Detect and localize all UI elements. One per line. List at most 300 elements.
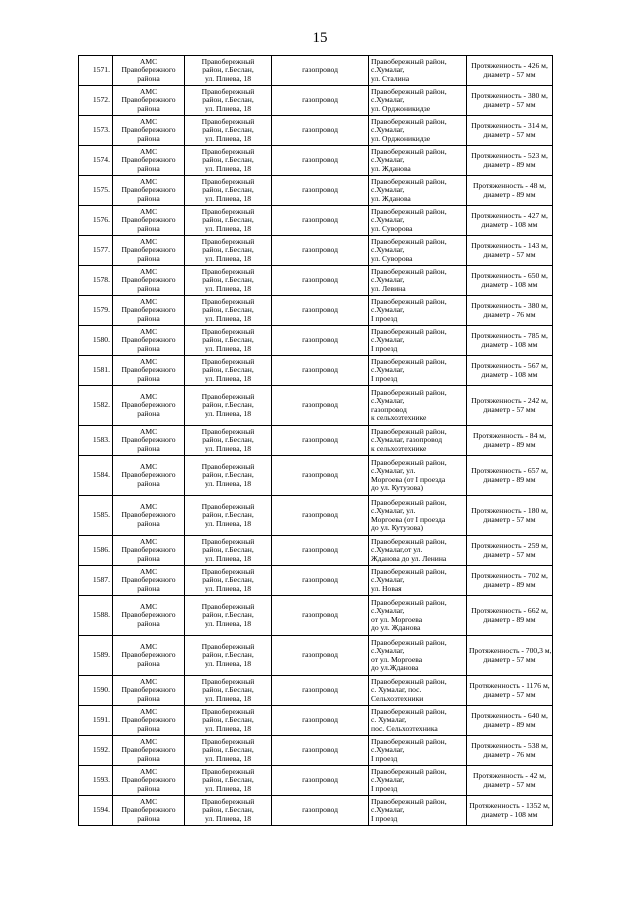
object-location-cell	[369, 146, 467, 176]
owner-address-cell-line: ул. Плиева, 18	[204, 723, 251, 733]
object-location-cell	[369, 206, 467, 236]
owner-address-cell-line: ул. Плиева, 18	[204, 283, 251, 293]
owner-address-cell-line: район, г.Беслан,	[202, 185, 254, 195]
object-specs-cell-line: диаметр - 89 мм	[483, 189, 536, 199]
owner-cell-line: АМС	[139, 57, 158, 67]
object-specs-cell-line: диаметр - 108 мм	[481, 219, 538, 229]
owner-address-cell-line: Правобережный	[201, 87, 255, 97]
owner-address-cell-line: район, г.Беслан,	[202, 715, 254, 725]
object-location-cell-line: Жданова до ул. Ленина	[371, 553, 447, 563]
object-specs-cell	[467, 146, 553, 176]
object-location-cell	[369, 176, 467, 206]
object-specs-cell	[467, 296, 553, 326]
object-location-cell	[369, 596, 467, 636]
owner-address-cell-line: район, г.Беслан,	[202, 275, 254, 285]
owner-cell-line: района	[137, 193, 160, 203]
owner-address-cell-line: Правобережный	[201, 537, 255, 547]
object-location-cell-line: Правобережный район,	[371, 237, 447, 247]
owner-cell	[113, 706, 185, 736]
owner-cell	[113, 86, 185, 116]
owner-cell	[113, 116, 185, 146]
owner-cell-line: АМС	[139, 267, 158, 277]
object-location-cell	[369, 56, 467, 86]
owner-address-cell-line: Правобережный	[201, 237, 255, 247]
owner-address-cell	[185, 206, 272, 236]
owner-address-cell	[185, 456, 272, 496]
object-location-cell-line: с.Хумалаг,	[371, 215, 405, 225]
owner-address-cell	[185, 736, 272, 766]
object-specs-cell	[467, 796, 553, 826]
owner-cell-line: района	[137, 343, 160, 353]
owner-address-cell	[185, 356, 272, 386]
object-location-cell-line: Правобережный район,	[371, 427, 447, 437]
owner-cell-line: района	[137, 283, 160, 293]
object-specs-cell-line: Протяженность - 567 м,	[471, 361, 548, 371]
table-row	[79, 456, 553, 496]
object-specs-cell	[467, 676, 553, 706]
object-location-cell-line: Правобережный район,	[371, 177, 447, 187]
owner-cell	[113, 636, 185, 676]
object-location-cell	[369, 386, 467, 426]
owner-cell-line: Правобережного	[121, 685, 176, 695]
table-row	[79, 86, 553, 116]
owner-cell-line: АМС	[139, 207, 158, 217]
row-number: 1590.	[79, 676, 113, 706]
object-specs-cell	[467, 326, 553, 356]
owner-cell-line: Правобережного	[121, 545, 176, 555]
object-type-cell: газопровод	[272, 206, 369, 236]
object-location-cell-line: ул. Левина	[371, 283, 406, 293]
owner-cell-line: АМС	[139, 737, 158, 747]
table-row	[79, 536, 553, 566]
object-type-cell: газопровод	[272, 266, 369, 296]
row-number: 1583.	[79, 426, 113, 456]
owner-address-cell-line: район, г.Беслан,	[202, 685, 254, 695]
owner-address-cell-line: район, г.Беслан,	[202, 610, 254, 620]
owner-address-cell-line: ул. Плиева, 18	[204, 753, 251, 763]
owner-cell-line: АМС	[139, 602, 158, 612]
object-location-cell	[369, 566, 467, 596]
table-row	[79, 426, 553, 456]
object-location-cell-line: с.Хумалаг,	[371, 745, 405, 755]
owner-cell-line: АМС	[139, 117, 158, 127]
owner-cell	[113, 736, 185, 766]
owner-address-cell-line: ул. Плиева, 18	[204, 373, 251, 383]
owner-address-cell-line: район, г.Беслан,	[202, 365, 254, 375]
object-specs-cell-line: Протяженность - 700,3 м,	[469, 646, 552, 656]
owner-address-cell	[185, 796, 272, 826]
owner-address-cell-line: район, г.Беслан,	[202, 650, 254, 660]
object-location-cell-line: Правобережный район,	[371, 537, 447, 547]
object-specs-cell-line: Протяженность - 427 м,	[471, 211, 548, 221]
owner-address-cell-line: ул. Плиева, 18	[204, 583, 251, 593]
object-location-cell-line: I проезд	[371, 313, 398, 323]
object-location-cell-line: ул. Жданова	[371, 163, 411, 173]
object-specs-cell-line: диаметр - 57 мм	[483, 99, 536, 109]
object-type-cell: газопровод	[272, 236, 369, 266]
object-specs-cell	[467, 356, 553, 386]
row-number: 1572.	[79, 86, 113, 116]
table-row	[79, 636, 553, 676]
owner-cell-line: АМС	[139, 87, 158, 97]
row-number: 1582.	[79, 386, 113, 426]
owner-address-cell	[185, 236, 272, 266]
owner-address-cell-line: Правобережный	[201, 462, 255, 472]
object-location-cell-line: ул. Новая	[371, 583, 402, 593]
object-location-cell-line: Правобережный район,	[371, 767, 447, 777]
object-specs-cell-line: Протяженность - 657 м,	[471, 466, 548, 476]
object-specs-cell-line: диаметр - 76 мм	[483, 309, 536, 319]
owner-address-cell-line: район, г.Беслан,	[202, 545, 254, 555]
object-specs-cell	[467, 176, 553, 206]
object-specs-cell	[467, 116, 553, 146]
object-type-cell: газопровод	[272, 536, 369, 566]
object-location-cell-line: с.Хумалаг,	[371, 646, 405, 656]
owner-address-cell-line: Правобережный	[201, 207, 255, 217]
owner-address-cell-line: ул. Плиева, 18	[204, 478, 251, 488]
object-location-cell-line: Правобережный район,	[371, 567, 447, 577]
owner-address-cell-line: ул. Плиева, 18	[204, 343, 251, 353]
owner-cell-line: АМС	[139, 427, 158, 437]
owner-address-cell	[185, 706, 272, 736]
object-type-cell: газопровод	[272, 356, 369, 386]
object-location-cell-line: Правобережный район,	[371, 737, 447, 747]
object-specs-cell-line: диаметр - 108 мм	[481, 809, 538, 819]
object-specs-cell-line: Протяженность - 84 м,	[473, 431, 546, 441]
table-row	[79, 356, 553, 386]
table-row	[79, 736, 553, 766]
table-row	[79, 206, 553, 236]
object-location-cell-line: ул. Орджоникидзе	[371, 103, 431, 113]
owner-address-cell-line: Правобережный	[201, 57, 255, 67]
object-location-cell-line: Правобережный район,	[371, 87, 447, 97]
object-type-cell: газопровод	[272, 176, 369, 206]
owner-cell-line: района	[137, 723, 160, 733]
object-location-cell-line: ул. Орджоникидзе	[371, 133, 431, 143]
owner-address-cell	[185, 426, 272, 456]
owner-address-cell-line: ул. Плиева, 18	[204, 133, 251, 143]
owner-cell-line: района	[137, 583, 160, 593]
owner-cell-line: района	[137, 618, 160, 628]
owner-cell-line: АМС	[139, 767, 158, 777]
object-location-cell-line: Правобережный район,	[371, 458, 447, 468]
object-type-cell: газопровод	[272, 456, 369, 496]
owner-address-cell-line: Правобережный	[201, 357, 255, 367]
owner-address-cell-line: ул. Плиева, 18	[204, 658, 251, 668]
object-specs-cell-line: Протяженность - 702 м,	[471, 571, 548, 581]
row-number: 1578.	[79, 266, 113, 296]
row-number: 1586.	[79, 536, 113, 566]
owner-cell-line: Правобережного	[121, 65, 176, 75]
object-location-cell	[369, 356, 467, 386]
object-location-cell-line: Правобережный район,	[371, 207, 447, 217]
owner-address-cell-line: Правобережный	[201, 297, 255, 307]
owner-address-cell-line: Правобережный	[201, 117, 255, 127]
owner-cell-line: АМС	[139, 502, 158, 512]
owner-cell-line: Правобережного	[121, 185, 176, 195]
owner-cell-line: АМС	[139, 177, 158, 187]
owner-address-cell-line: Правобережный	[201, 502, 255, 512]
table-row	[79, 386, 553, 426]
owner-cell	[113, 596, 185, 636]
owner-cell-line: района	[137, 813, 160, 823]
owner-cell	[113, 426, 185, 456]
object-location-cell	[369, 706, 467, 736]
object-location-cell	[369, 676, 467, 706]
owner-address-cell-line: район, г.Беслан,	[202, 745, 254, 755]
owner-cell-line: Правобережного	[121, 125, 176, 135]
row-number: 1592.	[79, 736, 113, 766]
owner-address-cell-line: ул. Плиева, 18	[204, 813, 251, 823]
owner-address-cell-line: район, г.Беслан,	[202, 305, 254, 315]
object-type-cell: газопровод	[272, 86, 369, 116]
owner-address-cell-line: район, г.Беслан,	[202, 155, 254, 165]
owner-address-cell-line: Правобережный	[201, 567, 255, 577]
object-location-cell-line: Правобережный район,	[371, 117, 447, 127]
object-specs-cell-line: диаметр - 57 мм	[483, 654, 536, 664]
owner-cell-line: Правобережного	[121, 155, 176, 165]
table-row	[79, 796, 553, 826]
owner-address-cell-line: район, г.Беслан,	[202, 575, 254, 585]
owner-address-cell-line: ул. Плиева, 18	[204, 193, 251, 203]
object-location-cell	[369, 496, 467, 536]
owner-cell	[113, 536, 185, 566]
table-row	[79, 676, 553, 706]
object-location-cell-line: к сельхозтехнике	[371, 443, 427, 453]
owner-address-cell	[185, 326, 272, 356]
object-location-cell-line: газопровод	[371, 404, 407, 414]
object-location-cell-line: Правобережный район,	[371, 327, 447, 337]
object-specs-cell-line: диаметр - 57 мм	[483, 404, 536, 414]
owner-cell-line: Правобережного	[121, 215, 176, 225]
object-location-cell-line: Моргоева (от I проезда	[371, 514, 446, 524]
owner-cell-line: АМС	[139, 537, 158, 547]
owner-address-cell-line: район, г.Беслан,	[202, 335, 254, 345]
object-location-cell-line: I проезд	[371, 753, 398, 763]
object-location-cell-line: Сельхозтехники	[371, 693, 424, 703]
owner-address-cell-line: район, г.Беслан,	[202, 400, 254, 410]
object-specs-cell-line: диаметр - 89 мм	[483, 474, 536, 484]
owner-cell-line: района	[137, 518, 160, 528]
table-row	[79, 296, 553, 326]
owner-address-cell-line: Правобережный	[201, 147, 255, 157]
owner-cell-line: АМС	[139, 707, 158, 717]
object-specs-cell-line: диаметр - 108 мм	[481, 339, 538, 349]
owner-cell-line: района	[137, 408, 160, 418]
row-number: 1587.	[79, 566, 113, 596]
object-specs-cell-line: диаметр - 76 мм	[483, 749, 536, 759]
object-specs-cell	[467, 596, 553, 636]
object-location-cell-line: от ул. Моргоева	[371, 614, 423, 624]
object-specs-cell	[467, 266, 553, 296]
owner-address-cell-line: район, г.Беслан,	[202, 95, 254, 105]
owner-address-cell	[185, 636, 272, 676]
object-type-cell: газопровод	[272, 636, 369, 676]
owner-address-cell	[185, 176, 272, 206]
owner-cell	[113, 206, 185, 236]
object-specs-cell-line: Протяженность - 48 м,	[473, 181, 546, 191]
owner-address-cell-line: ул. Плиева, 18	[204, 443, 251, 453]
object-location-cell-line: с.Хумалаг,	[371, 65, 405, 75]
object-specs-cell	[467, 636, 553, 676]
object-location-cell-line: с.Хумалаг,	[371, 155, 405, 165]
object-specs-cell-line: диаметр - 57 мм	[483, 69, 536, 79]
owner-cell-line: Правобережного	[121, 275, 176, 285]
row-number: 1580.	[79, 326, 113, 356]
row-number: 1594.	[79, 796, 113, 826]
owner-cell-line: района	[137, 553, 160, 563]
owner-cell	[113, 356, 185, 386]
object-location-cell-line: с.Хумалаг,	[371, 95, 405, 105]
owner-cell-line: Правобережного	[121, 435, 176, 445]
table-row	[79, 116, 553, 146]
owner-address-cell	[185, 676, 272, 706]
object-specs-cell	[467, 706, 553, 736]
object-location-cell	[369, 296, 467, 326]
object-specs-cell	[467, 86, 553, 116]
owner-cell	[113, 176, 185, 206]
row-number: 1593.	[79, 766, 113, 796]
owner-address-cell	[185, 266, 272, 296]
object-specs-cell	[467, 56, 553, 86]
table-row	[79, 56, 553, 86]
object-location-cell-line: с. Хумалаг, пос.	[371, 685, 422, 695]
owner-address-cell-line: район, г.Беслан,	[202, 435, 254, 445]
owner-cell-line: Правобережного	[121, 245, 176, 255]
object-specs-cell-line: диаметр - 89 мм	[483, 159, 536, 169]
object-type-cell: газопровод	[272, 496, 369, 536]
object-type-cell: газопровод	[272, 386, 369, 426]
owner-cell-line: района	[137, 753, 160, 763]
object-specs-cell-line: диаметр - 108 мм	[481, 369, 538, 379]
row-number: 1574.	[79, 146, 113, 176]
object-location-cell-line: с.Хумалаг, ул.	[371, 506, 416, 516]
table-row	[79, 706, 553, 736]
object-specs-cell-line: диаметр - 57 мм	[483, 549, 536, 559]
owner-address-cell	[185, 536, 272, 566]
owner-address-cell-line: ул. Плиева, 18	[204, 783, 251, 793]
object-specs-cell-line: Протяженность - 259 м,	[471, 541, 548, 551]
object-specs-cell-line: Протяженность - 242 м,	[471, 396, 548, 406]
owner-address-cell-line: Правобережный	[201, 177, 255, 187]
object-location-cell	[369, 236, 467, 266]
object-specs-cell-line: диаметр - 108 мм	[481, 279, 538, 289]
owner-cell-line: района	[137, 313, 160, 323]
owner-address-cell-line: Правобережный	[201, 392, 255, 402]
object-type-cell: газопровод	[272, 146, 369, 176]
object-location-cell-line: Правобережный район,	[371, 388, 447, 398]
object-location-cell-line: ул. Сталина	[371, 73, 410, 83]
object-location-cell-line: с.Хумалаг, ул.	[371, 466, 416, 476]
owner-cell-line: АМС	[139, 642, 158, 652]
owner-address-cell-line: ул. Плиева, 18	[204, 408, 251, 418]
owner-cell-line: района	[137, 253, 160, 263]
object-location-cell-line: Правобережный район,	[371, 147, 447, 157]
object-specs-cell-line: Протяженность - 662 м,	[471, 606, 548, 616]
object-location-cell	[369, 536, 467, 566]
row-number: 1584.	[79, 456, 113, 496]
owner-cell	[113, 386, 185, 426]
owner-address-cell-line: район, г.Беслан,	[202, 510, 254, 520]
owner-cell-line: Правобережного	[121, 805, 176, 815]
owner-cell-line: АМС	[139, 237, 158, 247]
object-location-cell-line: ул. Жданова	[371, 193, 411, 203]
table-row	[79, 766, 553, 796]
table-row	[79, 596, 553, 636]
object-type-cell: газопровод	[272, 736, 369, 766]
owner-address-cell-line: Правобережный	[201, 602, 255, 612]
owner-address-cell-line: ул. Плиева, 18	[204, 313, 251, 323]
object-specs-cell-line: Протяженность - 143 м,	[471, 241, 548, 251]
object-specs-cell	[467, 736, 553, 766]
owner-cell-line: Правобережного	[121, 335, 176, 345]
owner-address-cell-line: район, г.Беслан,	[202, 245, 254, 255]
owner-address-cell-line: ул. Плиева, 18	[204, 553, 251, 563]
owner-address-cell-line: район, г.Беслан,	[202, 805, 254, 815]
owner-cell-line: АМС	[139, 677, 158, 687]
object-specs-cell-line: Протяженность - 380 м,	[471, 91, 548, 101]
owner-cell-line: Правобережного	[121, 575, 176, 585]
table-row	[79, 326, 553, 356]
owner-cell-line: Правобережного	[121, 305, 176, 315]
owner-cell	[113, 296, 185, 326]
object-type-cell: газопровод	[272, 706, 369, 736]
owner-address-cell	[185, 596, 272, 636]
owner-cell	[113, 146, 185, 176]
owner-address-cell-line: район, г.Беслан,	[202, 470, 254, 480]
object-location-cell-line: с.Хумалаг,	[371, 805, 405, 815]
object-location-cell-line: с.Хумалаг,	[371, 185, 405, 195]
object-location-cell-line: до ул. Кутузова)	[371, 482, 424, 492]
row-number: 1579.	[79, 296, 113, 326]
object-location-cell-line: с.Хумалаг,	[371, 335, 405, 345]
row-number: 1571.	[79, 56, 113, 86]
object-location-cell	[369, 426, 467, 456]
owner-address-cell-line: район, г.Беслан,	[202, 125, 254, 135]
owner-cell-line: Правобережного	[121, 775, 176, 785]
object-specs-cell-line: диаметр - 89 мм	[483, 439, 536, 449]
row-number: 1585.	[79, 496, 113, 536]
object-type-cell: газопровод	[272, 766, 369, 796]
object-specs-cell	[467, 536, 553, 566]
object-location-cell	[369, 326, 467, 356]
owner-cell-line: Правобережного	[121, 95, 176, 105]
owner-cell-line: района	[137, 658, 160, 668]
object-location-cell-line: ул. Суворова	[371, 223, 413, 233]
object-location-cell-line: до ул. Жданова	[371, 622, 421, 632]
object-location-cell-line: Правобережный район,	[371, 677, 447, 687]
object-specs-cell-line: Протяженность - 785 м,	[471, 331, 548, 341]
object-location-cell-line: к сельхозтехнике	[371, 412, 427, 422]
object-location-cell-line: с.Хумалаг,	[371, 396, 405, 406]
object-specs-cell	[467, 496, 553, 536]
owner-cell	[113, 56, 185, 86]
object-location-cell-line: I проезд	[371, 373, 398, 383]
object-specs-cell-line: Протяженность - 1176 м,	[469, 681, 550, 691]
row-number: 1573.	[79, 116, 113, 146]
object-specs-cell-line: Протяженность - 314 м,	[471, 121, 548, 131]
object-specs-cell-line: Протяженность - 650 м,	[471, 271, 548, 281]
object-type-cell: газопровод	[272, 296, 369, 326]
row-number: 1589.	[79, 636, 113, 676]
owner-cell	[113, 796, 185, 826]
object-specs-cell-line: диаметр - 57 мм	[483, 514, 536, 524]
owner-address-cell-line: ул. Плиева, 18	[204, 73, 251, 83]
object-specs-cell-line: Протяженность - 380 м,	[471, 301, 548, 311]
object-specs-cell	[467, 456, 553, 496]
table-row	[79, 146, 553, 176]
owner-address-cell-line: Правобережный	[201, 327, 255, 337]
